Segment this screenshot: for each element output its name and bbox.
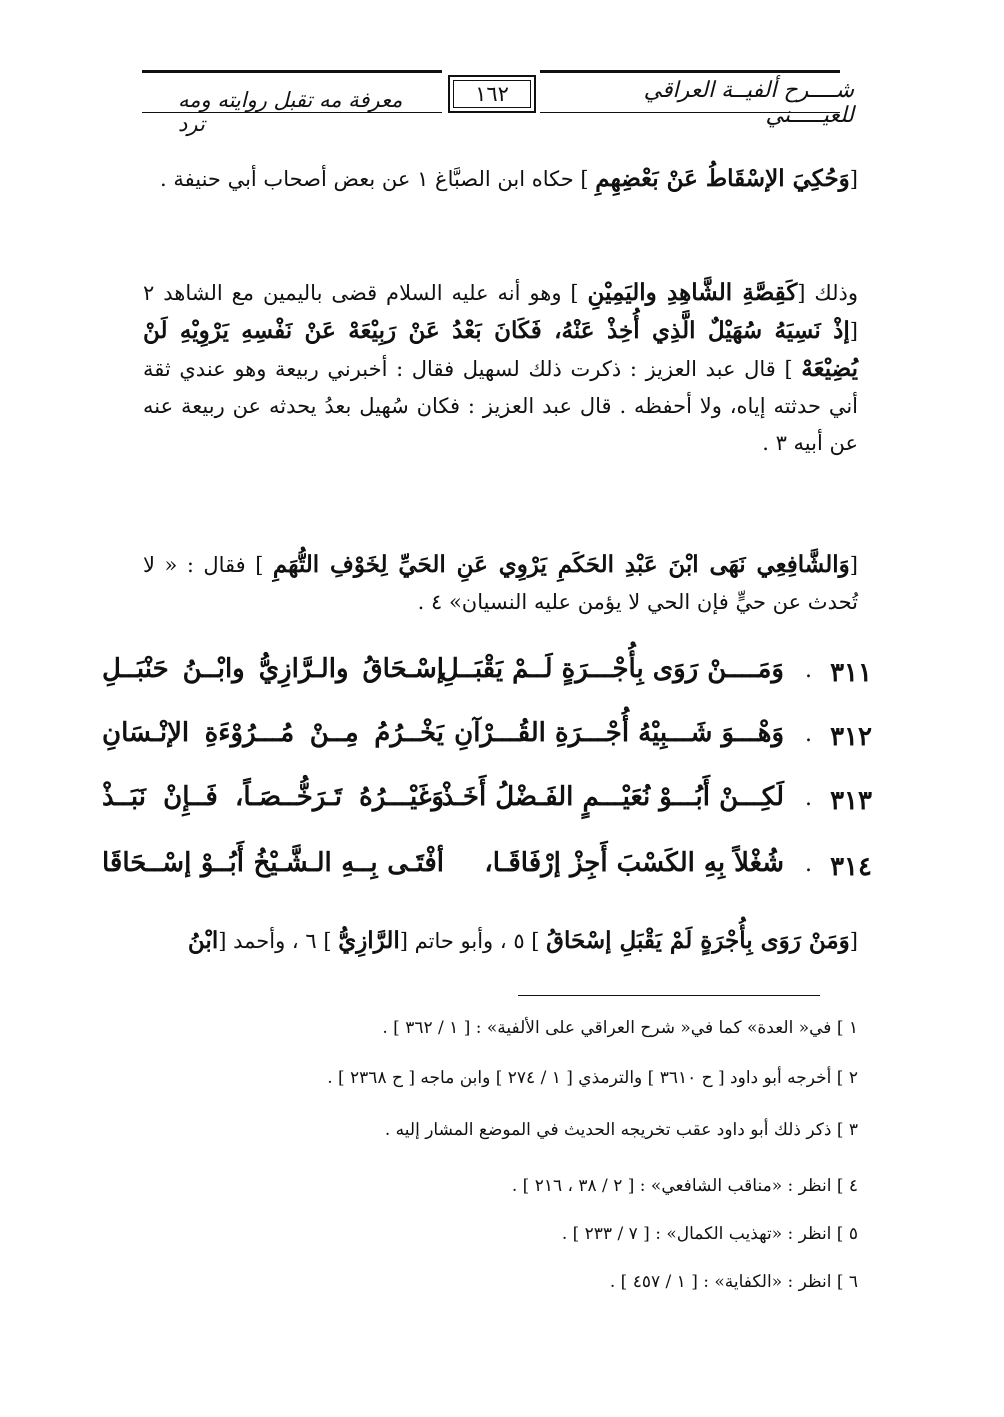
verse-line: ٣١١ . وَمَــــنْ رَوَى بِأُجْـــرَةٍ لَــمْ يَقْبَــلِ إسْـحَاقُ والـرَّازِيُّ وابْــنُ حَنْبَــلِ xyxy=(102,654,872,688)
footnote: ٥ ] انظر : «تهذيب الكمال» : [ ٧ / ٢٣٣ ] . xyxy=(561,1224,858,1244)
paragraph-text: ] حكاه ابن الصبَّاغ ١ عن بعض أصحاب أبي حنيفة . xyxy=(160,167,596,191)
header-rule xyxy=(540,70,840,73)
chapter-title: معرفة مه تقبل روايته ومه ترد xyxy=(178,88,403,136)
paragraph-text: ] قال عبد العزيز : ذكرت ذلك لسهيل فقال : أخبرني ربيعة وهو عندي ثقة أني حدثته إياه، ولا أحفظه . قال عبد العزيز : فكان سُهيل بعدُ يحدثه عن ربيعة عنه عن أبيه ٣ . xyxy=(143,357,858,455)
verse-hemistich-second: وَغَيْـــرُهُ تَـرَخُّــصَـاً، فَــإِنْ نَبَــذْ xyxy=(102,782,444,812)
footnote: ٢ ] أخرجه أبو داود [ ح ٣٦١٠ ] والترمذي [ ١ / ٢٧٤ ] وابن ماجه [ ح ٢٣٦٨ ] . xyxy=(327,1068,858,1088)
verse-line: ٣١٤ . شُغْلاً بِهِ الكَسْبَ أَجِزْ إرْفَاقَـا، أفْتَـى بِــهِ الـشَّـيْخُ أَبُــوْ إسْــحَاقَا xyxy=(102,848,872,882)
quoted-verse: ابْنُ xyxy=(187,927,219,954)
verse-number: ٣١١ xyxy=(830,658,872,688)
verse-number: ٣١٢ xyxy=(830,722,872,752)
verse-hemistich-second: أفْتَـى بِــهِ الـشَّـيْخُ أَبُــوْ إسْــحَاقَا xyxy=(102,848,444,878)
paragraph-text: ] ٥ ، وأبو حاتم [ xyxy=(399,929,547,953)
verse-number: ٣١٣ xyxy=(830,786,872,816)
footnote-separator xyxy=(518,995,820,996)
paragraph-text: ] وهو أنه عليه السلام قضى باليمين مع الشاهد ٢ [ xyxy=(143,281,858,343)
paragraph xyxy=(143,274,858,462)
footnote: ٤ ] انظر : «مناقب الشافعي» : [ ٢ / ٣٨ ، ٢١٦ ] . xyxy=(511,1176,858,1196)
footnote: ١ ] في« العدة» كما في« شرح العراقي على الألفية» : [ ١ / ٣٦٢ ] . xyxy=(382,1018,858,1038)
quoted-verse: وَمَنْ رَوَى بِأُجْرَةٍ لَمْ يَقْبَلِ إسْحَاقُ xyxy=(546,927,850,954)
verse-hemistich-second: يَخْــرُمُ مِــنْ مُـــرُوْءَةِ الإنْـسَانِ xyxy=(102,718,444,748)
quoted-verse: وَالشَّافِعِي نَهَى ابْنَ عَبْدِ الحَكَمِ يَرْوِي عَنِ الحَيِّ لِخَوْفِ التُّهَمِ xyxy=(272,551,850,578)
verse-line: ٣١٢ . وَهْـــوَ شَـــبِيْهُ أُجْـــرَةِ القُـــرْآنِ يَخْــرُمُ مِــنْ مُـــرُوْءَةِ الإنْـسَانِ xyxy=(102,718,872,752)
footnote: ٦ ] انظر : «الكفاية» : [ ١ / ٤٥٧ ] . xyxy=(609,1272,858,1292)
verse-line: ٣١٣ . لَكِـــنْ أَبُـــوْ نُعَيْـــمٍ الفَـضْلُ أَخَـذْ وَغَيْـــرُهُ تَـرَخُّــصَـاً، فَــإِنْ نَبَــذْ xyxy=(102,782,872,816)
quoted-verse: الرَّازِيُّ xyxy=(338,927,400,954)
verse-hemistich-first: وَمَــــنْ رَوَى بِأُجْـــرَةٍ لَــمْ يَقْبَــلِ xyxy=(439,654,784,684)
quoted-verse: وَحُكِيَ الإسْقَاطُ عَنْ بَعْضِهِمِ xyxy=(595,165,850,192)
verse-hemistich-first: لَكِـــنْ أَبُـــوْ نُعَيْـــمٍ الفَـضْلُ أَخَـذْ xyxy=(441,782,784,812)
verse-hemistich-second: إسْـحَاقُ والـرَّازِيُّ وابْــنُ حَنْبَــلِ xyxy=(102,654,444,684)
paragraph: [وَمَنْ رَوَى بِأُجْرَةٍ لَمْ يَقْبَلِ إسْحَاقُ ] ٥ ، وأبو حاتم [الرَّازِيُّ ] ٦ ، وأحمد [ابْنُ xyxy=(187,927,858,954)
paragraph-text: وذلك [ xyxy=(797,281,859,305)
verse-hemistich-first: شُغْلاً بِهِ الكَسْبَ أَجِزْ إرْفَاقَـا، xyxy=(484,848,784,878)
header-rule xyxy=(142,70,442,73)
verse-hemistich-first: وَهْـــوَ شَـــبِيْهُ أُجْـــرَةِ القُـــرْآنِ xyxy=(454,718,784,748)
footnote: ٣ ] ذكر ذلك أبو داود عقب تخريجه الحديث في الموضع المشار إليه . xyxy=(384,1120,858,1140)
paragraph: [وَحُكِيَ الإسْقَاطُ عَنْ بَعْضِهِمِ ] حكاه ابن الصبَّاغ ١ عن بعض أصحاب أبي حنيفة . xyxy=(160,165,858,192)
page-number: ١٦٢ xyxy=(448,75,536,113)
verse-number: ٣١٤ xyxy=(830,852,872,882)
paragraph-text: ] ٦ ، وأحمد [ xyxy=(218,929,339,953)
quoted-verse: إذْ نَسِيَهُ سُهَيْلٌ الَّذِي أُخِذْ عَنْهُ، فَكَانَ بَعْدُ عَنْ رَبِيْعَهْ عَنْ نَفْسِهِ يَرْوِيْهِ لَنْ يُضِيْعَهْ xyxy=(143,317,858,382)
paragraph: [وَالشَّافِعِي نَهَى ابْنَ عَبْدِ الحَكَمِ يَرْوِي عَنِ الحَيِّ لِخَوْفِ التُّهَمِ ] فقال : « لا تُحدث عن حيٍّ فإن الحي لا يؤمن عليه النسيان» ٤ . xyxy=(143,551,858,614)
paragraph-text: ] فقال : « لا تُحدث عن حيٍّ فإن الحي لا يؤمن عليه النسيان» ٤ . xyxy=(143,553,858,614)
book-title: شــــرح ألفيــة العراقي للعيـــــني xyxy=(643,78,854,128)
quoted-verse: كَقِصَّةِ الشَّاهِدِ واليَمِيْنِ xyxy=(587,279,798,306)
